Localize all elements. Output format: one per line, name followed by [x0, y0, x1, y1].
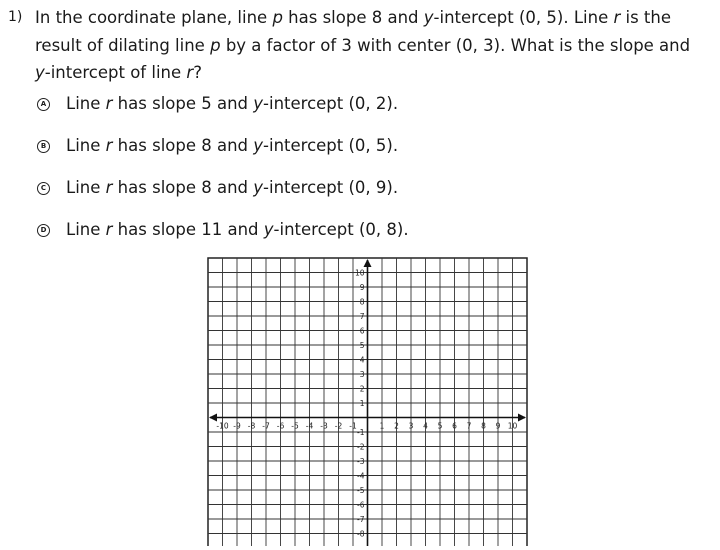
y-axis-up-arrow-icon — [364, 259, 372, 267]
question-text: In the coordinate plane, line p has slope 8 and y-intercept (0, 5). Line r is the result of dilating line p by a factor of 3 with center (0, 3). What is the slope and y-intercept of line r? — [35, 8, 691, 82]
x-tick-label: 6 — [452, 421, 457, 431]
x-tick-label: -7 — [262, 421, 270, 431]
y-tick-label: 4 — [359, 355, 365, 365]
choice-bubble-c[interactable]: C — [37, 182, 50, 195]
y-tick-label: -3 — [357, 457, 365, 466]
x-tick-label: 1 — [379, 421, 385, 431]
question-block — [8, 4, 708, 87]
choice-bubble-a[interactable]: A — [37, 98, 50, 111]
y-tick-label: 2 — [359, 384, 365, 394]
y-tick-label: 9 — [359, 283, 365, 292]
x-tick-label: 7 — [466, 421, 472, 431]
x-tick-label: 8 — [481, 421, 486, 431]
y-tick-label: 6 — [359, 326, 365, 336]
choice-a[interactable] — [37, 92, 398, 116]
x-tick-label: -4 — [305, 421, 314, 431]
coordinate-grid — [200, 256, 545, 550]
y-tick-label: -6 — [357, 500, 365, 510]
y-tick-label: 7 — [359, 312, 365, 321]
y-tick-label: 1 — [359, 399, 365, 408]
question-number: 1) — [8, 9, 23, 25]
y-tick-label: -8 — [357, 529, 365, 539]
y-tick-label: -1 — [357, 428, 365, 437]
choice-b[interactable] — [37, 134, 398, 158]
x-axis-left-arrow-icon — [209, 414, 217, 422]
choice-text-c: Line r has slope 8 and y-intercept (0, 9). — [66, 178, 399, 197]
y-tick-label: -4 — [357, 471, 365, 481]
x-tick-label: -8 — [247, 421, 256, 431]
x-tick-label: 3 — [408, 421, 414, 431]
y-tick-label: 10 — [354, 268, 365, 278]
choice-d[interactable] — [37, 218, 409, 242]
y-tick-label: -2 — [357, 442, 365, 452]
x-tick-label: 9 — [495, 421, 501, 431]
x-tick-label: -6 — [276, 421, 285, 431]
choice-bubble-b[interactable]: B — [37, 140, 50, 153]
x-axis-right-arrow-icon — [518, 414, 526, 422]
choice-c[interactable] — [37, 176, 398, 200]
x-tick-label: -9 — [233, 421, 241, 431]
x-tick-label: 10 — [507, 421, 518, 431]
x-tick-label: -2 — [334, 421, 343, 431]
x-tick-label: 5 — [437, 421, 443, 431]
x-tick-label: -1 — [349, 421, 357, 431]
choice-text-d: Line r has slope 11 and y-intercept (0, 8). — [66, 220, 409, 239]
choice-text-b: Line r has slope 8 and y-intercept (0, 5). — [66, 136, 399, 155]
x-tick-label: 2 — [394, 421, 399, 431]
x-tick-label: -3 — [320, 421, 328, 431]
y-tick-label: 3 — [359, 370, 365, 379]
y-tick-label: -7 — [357, 515, 365, 524]
y-tick-label: 8 — [359, 297, 365, 307]
coordinate-grid-svg — [200, 256, 545, 546]
x-tick-label: 4 — [423, 421, 428, 431]
x-tick-label: -5 — [291, 421, 299, 431]
y-tick-label: -5 — [357, 486, 365, 495]
choice-bubble-d[interactable]: D — [37, 224, 50, 237]
x-tick-label: -10 — [216, 421, 229, 431]
y-tick-label: 5 — [359, 341, 365, 350]
choice-text-a: Line r has slope 5 and y-intercept (0, 2). — [66, 94, 399, 113]
